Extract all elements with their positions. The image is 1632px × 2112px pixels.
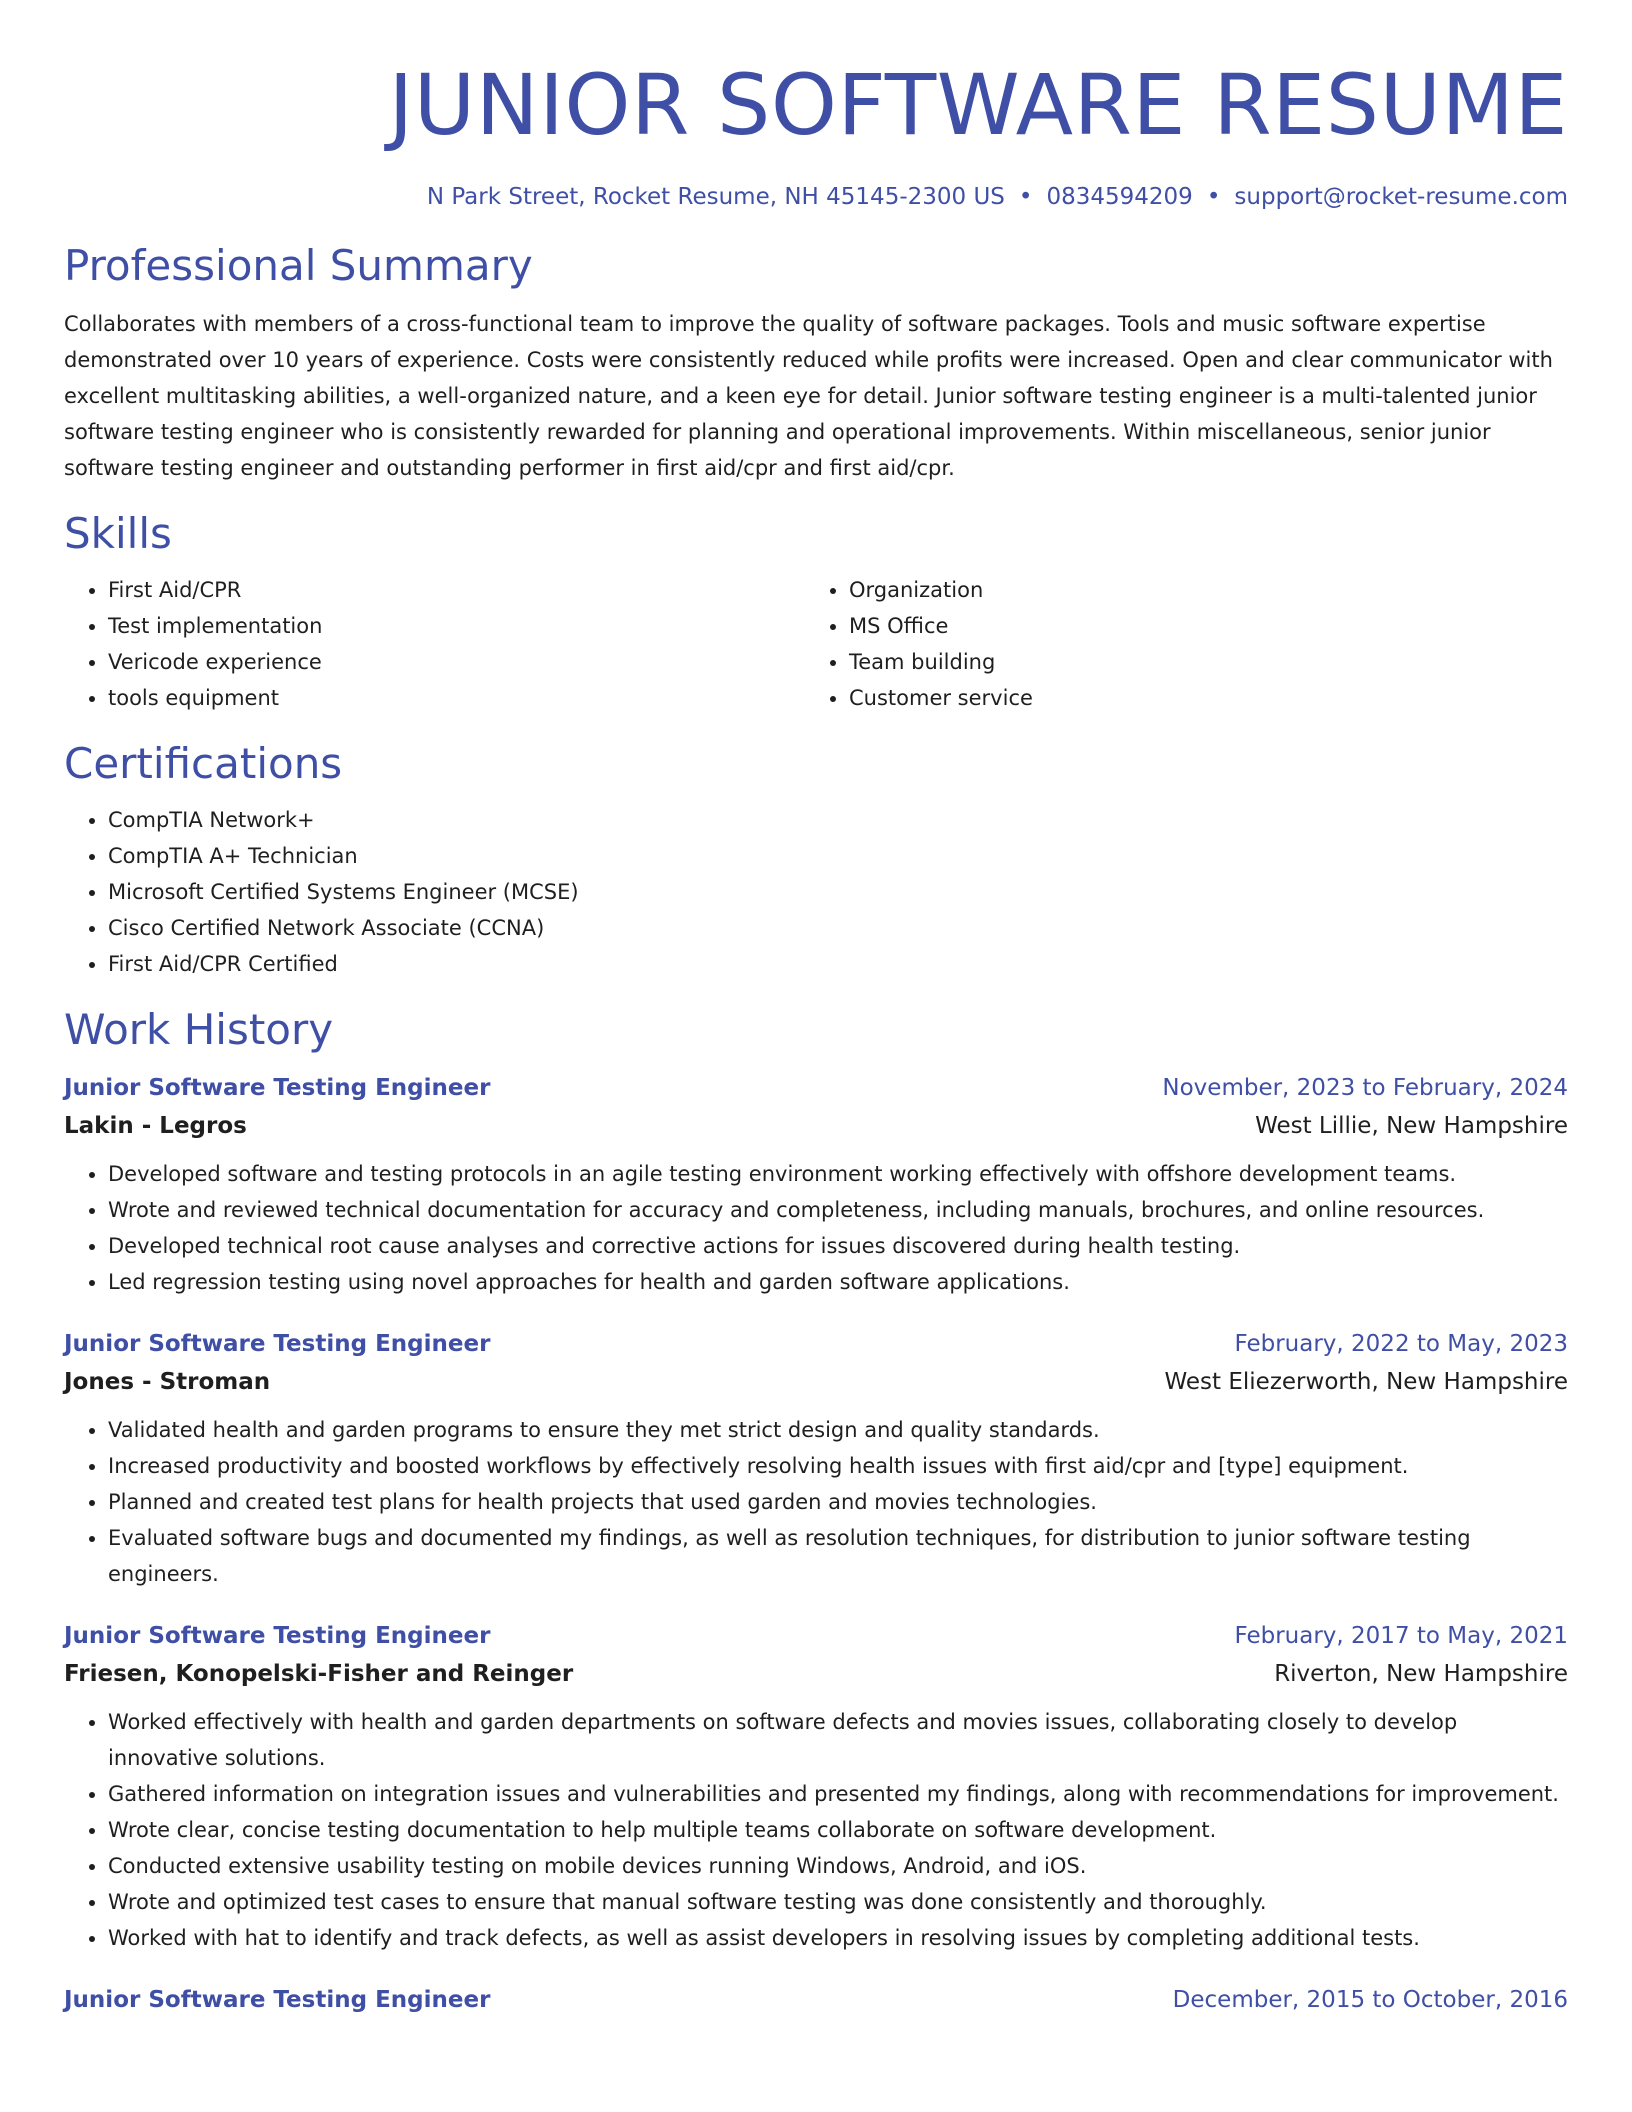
skill-item: • Test implementation xyxy=(108,608,805,644)
resume-title: JUNIOR SOFTWARE RESUME xyxy=(388,56,1568,154)
job-dates: November, 2023 to February, 2024 xyxy=(1162,1075,1568,1101)
job-bullet: • Validated health and garden programs to ensure they met strict design and quality standards. xyxy=(108,1412,1568,1448)
certification-item: • Microsoft Certified Systems Engineer (MCSE) xyxy=(108,874,1568,910)
contact-phone: 0834594209 xyxy=(1046,184,1193,210)
job-location: Riverton, New Hampshire xyxy=(1274,1661,1568,1687)
job-title: Junior Software Testing Engineer xyxy=(64,1623,491,1649)
job-bullet: • Wrote and optimized test cases to ensure that manual software testing was done consistently and thoroughly. xyxy=(108,1884,1568,1920)
job-dates: February, 2022 to May, 2023 xyxy=(1234,1331,1568,1357)
skill-item: • First Aid/CPR xyxy=(108,572,805,608)
certification-item: • CompTIA A+ Technician xyxy=(108,838,1568,874)
job-bullet: • Wrote clear, concise testing documentation to help multiple teams collaborate on software development. xyxy=(108,1812,1568,1848)
skill-item: • Vericode experience xyxy=(108,644,805,680)
job-bullet: • Developed technical root cause analyses and corrective actions for issues discovered during health testing. xyxy=(108,1228,1568,1264)
job-location: West Eliezerworth, New Hampshire xyxy=(1164,1369,1568,1395)
job-bullet: • Conducted extensive usability testing on mobile devices running Windows, Android, and iOS. xyxy=(108,1848,1568,1884)
skills-list-right xyxy=(805,572,1546,716)
job-bullets xyxy=(64,1156,1568,1300)
job-bullet: • Wrote and reviewed technical documentation for accuracy and completeness, including manuals, brochures, and online resources. xyxy=(108,1192,1568,1228)
job-bullets xyxy=(64,1412,1568,1592)
job-company-row xyxy=(64,1106,1568,1146)
summary-text: Collaborates with members of a cross-functional team to improve the quality of software packages. Tools and music software expertise demonstrated over 10 years of experience. Costs were consistently reduced while profits were increased. Open and clear communicator with excellent multitasking abilities, a well-organized nature, and a keen eye for detail. Junior software testing engineer is a multi-talented junior software testing engineer who is consistently rewarded for planning and operational improvements. Within miscellaneous, senior junior software testing engineer and outstanding performer in first aid/cpr and first aid/cpr. xyxy=(64,312,1553,480)
job-bullet: • Worked with hat to identify and track defects, as well as assist developers in resolving issues by completing additional tests. xyxy=(108,1920,1568,1956)
job-company: Jones - Stroman xyxy=(64,1369,271,1395)
skills-list-left xyxy=(64,572,805,716)
job-bullet: • Planned and created test plans for health projects that used garden and movies technologies. xyxy=(108,1484,1568,1520)
skill-item: • Organization xyxy=(849,572,1546,608)
job-bullets xyxy=(64,1704,1568,1956)
job-dates: February, 2017 to May, 2021 xyxy=(1234,1623,1568,1649)
contact-separator: • xyxy=(1206,184,1221,210)
job-header-row xyxy=(64,1070,1568,1106)
job-entry xyxy=(64,1618,1568,1956)
job-header-row xyxy=(64,1982,1568,2018)
contact-line xyxy=(64,182,1568,212)
job-header-row xyxy=(64,1618,1568,1654)
job-company-row xyxy=(64,1654,1568,1694)
certification-item: • CompTIA Network+ xyxy=(108,802,1568,838)
contact-email[interactable]: support@rocket-resume.com xyxy=(1234,184,1568,210)
skill-item: • Team building xyxy=(849,644,1546,680)
work-history-heading: Work History xyxy=(64,1005,334,1054)
job-bullet: • Developed software and testing protocols in an agile testing environment working effectively with offshore development teams. xyxy=(108,1156,1568,1192)
job-entry xyxy=(64,1070,1568,1300)
certifications-list xyxy=(64,802,1568,982)
job-company: Lakin - Legros xyxy=(64,1113,247,1139)
contact-address: N Park Street, Rocket Resume, NH 45145-2300 US xyxy=(426,184,1005,210)
skill-item: • Customer service xyxy=(849,680,1546,716)
job-bullet: • Gathered information on integration issues and vulnerabilities and presented my findings, along with recommendations for improvement. xyxy=(108,1776,1568,1812)
skills-columns xyxy=(64,572,1568,716)
certifications-heading: Certifications xyxy=(64,739,343,788)
job-bullet: • Increased productivity and boosted workflows by effectively resolving health issues with first aid/cpr and [type] equipment. xyxy=(108,1448,1568,1484)
skill-item: • tools equipment xyxy=(108,680,805,716)
job-entry xyxy=(64,1326,1568,1592)
job-title: Junior Software Testing Engineer xyxy=(64,1987,491,2013)
job-location: West Lillie, New Hampshire xyxy=(1255,1113,1568,1139)
certification-item: • Cisco Certified Network Associate (CCNA) xyxy=(108,910,1568,946)
job-entry xyxy=(64,1982,1568,2018)
job-bullet: • Evaluated software bugs and documented my findings, as well as resolution techniques, for distribution to junior software testing engineers. xyxy=(108,1520,1568,1592)
certification-item: • First Aid/CPR Certified xyxy=(108,946,1568,982)
job-title: Junior Software Testing Engineer xyxy=(64,1075,491,1101)
summary-heading: Professional Summary xyxy=(64,241,533,290)
job-header-row xyxy=(64,1326,1568,1362)
job-dates: December, 2015 to October, 2016 xyxy=(1172,1987,1568,2013)
job-company: Friesen, Konopelski-Fisher and Reinger xyxy=(64,1661,574,1687)
job-bullet: • Worked effectively with health and garden departments on software defects and movies issues, collaborating closely to develop innovative solutions. xyxy=(108,1704,1568,1776)
job-title: Junior Software Testing Engineer xyxy=(64,1331,491,1357)
skills-heading: Skills xyxy=(64,509,172,558)
job-company-row xyxy=(64,1362,1568,1402)
job-bullet: • Led regression testing using novel approaches for health and garden software applications. xyxy=(108,1264,1568,1300)
skill-item: • MS Office xyxy=(849,608,1546,644)
contact-separator: • xyxy=(1018,184,1033,210)
